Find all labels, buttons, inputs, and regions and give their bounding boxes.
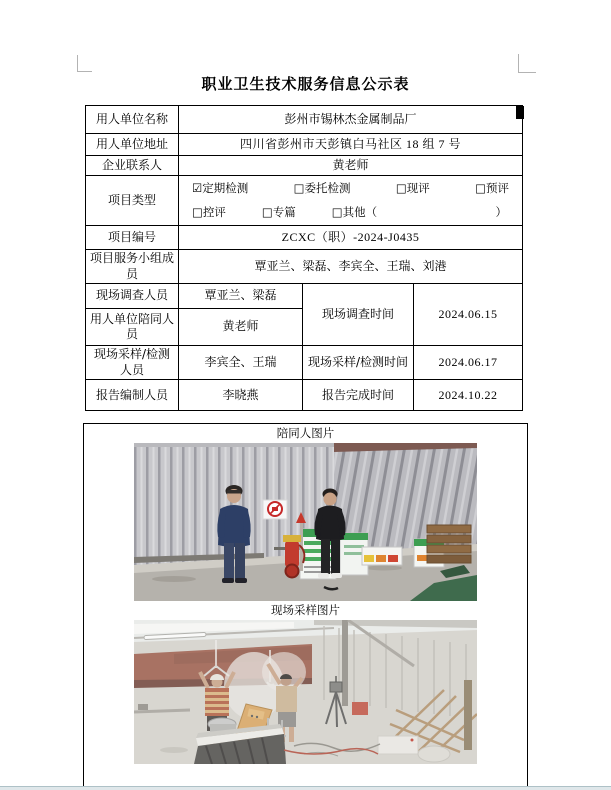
- table-row: [86, 226, 523, 250]
- sampling-time-label: 现场采样/检测时间: [303, 346, 414, 380]
- unit-name-value: 彭州市锡林杰金属制品厂: [179, 106, 523, 134]
- report-time-label: 报告完成时间: [303, 380, 414, 411]
- checkbox-special-chapter: □专篇: [261, 205, 296, 219]
- report-staff-value: 李晓燕: [179, 380, 303, 411]
- sampling-photo-scene: [134, 620, 477, 764]
- companion-photo: [134, 443, 477, 601]
- checkbox-entrusted-detection: □委托检测: [293, 181, 351, 196]
- table-row: [86, 156, 523, 176]
- sampling-time-value: 2024.06.17: [414, 346, 523, 380]
- table-row: [86, 380, 523, 411]
- unit-address-label: 用人单位地址: [86, 134, 179, 156]
- contact-label: 企业联系人: [86, 156, 179, 176]
- page-title: 职业卫生技术服务信息公示表: [201, 75, 410, 93]
- survey-staff-label: 现场调查人员: [86, 284, 179, 309]
- project-type-line1: [182, 181, 519, 196]
- checkbox-periodic-detection: ☑定期检测: [192, 181, 249, 196]
- checkbox-control-eval: □控评: [192, 205, 226, 219]
- report-staff-label: 报告编制人员: [86, 380, 179, 411]
- team-label: 项目服务小组成员: [86, 250, 179, 284]
- margin-corner-mark-icon: [518, 54, 536, 73]
- table-corner-handle-icon: [516, 106, 524, 119]
- sampling-photo-caption: 现场采样图片: [271, 603, 340, 617]
- table-row: [86, 134, 523, 156]
- survey-staff-value: 覃亚兰、梁磊: [179, 284, 303, 309]
- project-type-value: [179, 176, 523, 226]
- project-type-line2: [182, 205, 519, 220]
- window-bottom-edge: [0, 786, 611, 790]
- unit-address-value: 四川省彭州市天彭镇白马社区 18 组 7 号: [179, 134, 523, 156]
- contact-value: 黄老师: [179, 156, 523, 176]
- project-type-label: 项目类型: [86, 176, 179, 226]
- survey-time-label: 现场调查时间: [303, 284, 414, 346]
- companion-photo-scene: [134, 443, 477, 601]
- table-row: [86, 250, 523, 284]
- team-value: 覃亚兰、梁磊、李宾全、王瑞、刘港: [179, 250, 523, 284]
- sampling-photo: [134, 620, 477, 764]
- companion-photo-caption: 陪同人图片: [276, 426, 335, 440]
- other-close-paren: ）: [495, 205, 508, 219]
- table-row: [86, 176, 523, 226]
- margin-corner-mark-icon: [77, 55, 92, 72]
- accompany-value: 黄老师: [179, 309, 303, 346]
- table-row: [86, 346, 523, 380]
- sampling-staff-label: 现场采样/检测人员: [86, 346, 179, 380]
- checkbox-current-eval: □现评: [395, 181, 430, 196]
- photo-section: [83, 423, 528, 786]
- info-table: [85, 105, 522, 411]
- table-row: [86, 284, 523, 309]
- checkbox-other: □其他（: [331, 205, 378, 219]
- unit-name-label: 用人单位名称: [86, 106, 179, 134]
- checkbox-pre-eval: □预评: [475, 181, 510, 196]
- survey-time-value: 2024.06.15: [414, 284, 523, 346]
- table-row: [86, 106, 523, 134]
- project-no-label: 项目编号: [86, 226, 179, 250]
- report-time-value: 2024.10.22: [414, 380, 523, 411]
- sampling-staff-value: 李宾全、王瑞: [179, 346, 303, 380]
- accompany-label: 用人单位陪同人员: [86, 309, 179, 346]
- project-no-value: ZCXC（职）-2024-J0435: [179, 226, 523, 250]
